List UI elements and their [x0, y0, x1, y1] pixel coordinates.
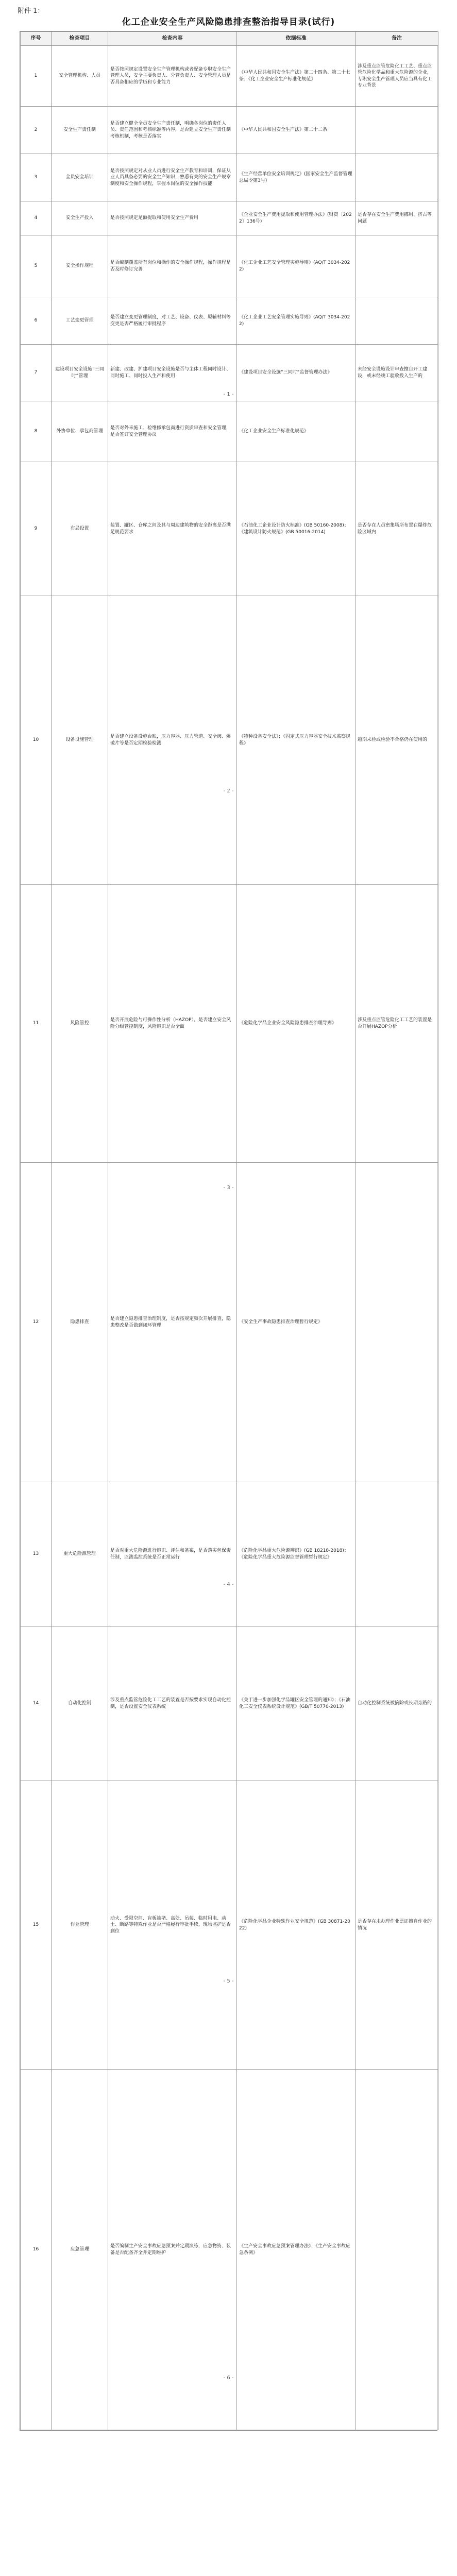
row-standard: 《关于进一步加强化学品罐区安全管理的通知》；《石油化工安全仪表系统设计规范》(GB/T 50770-2013)	[237, 1626, 356, 1781]
row-item: 安全管理机构、人员	[52, 46, 108, 107]
row-note	[356, 401, 438, 462]
row-number: 6	[21, 297, 52, 345]
row-note	[356, 107, 438, 154]
row-standard: 《特种设备安全法》；《固定式压力容器安全技术监察规程》	[237, 596, 356, 885]
table-row	[21, 201, 438, 235]
row-number: 10	[21, 596, 52, 885]
table-row	[21, 1781, 438, 2070]
row-requirement: 是否按照规定足额提取和使用安全生产费用	[108, 201, 237, 235]
row-requirement: 是否编制生产安全事故应急预案并定期演练，应急物资、装备是否配备齐全并定期维护	[108, 2070, 237, 2430]
row-item: 安全生产责任制	[52, 107, 108, 154]
row-number: 4	[21, 201, 52, 235]
row-note: 未经安全设施设计审查擅自开工建设，或未经竣工验收投入生产的	[356, 345, 438, 401]
row-standard: 《危险化学品重大危险源辨识》(GB 18218-2018)；《危险化学品重大危险源监督管理暂行规定》	[237, 1482, 356, 1626]
row-item: 安全生产投入	[52, 201, 108, 235]
row-number: 9	[21, 462, 52, 596]
row-standard: 《石油化工企业设计防火标准》(GB 50160-2008)；《建筑设计防火规范》(GB 50016-2014)	[237, 462, 356, 596]
row-item: 重大危险源管理	[52, 1482, 108, 1626]
document-title: 化工企业安全生产风险隐患排查整治指导目录(试行)	[122, 17, 335, 27]
row-number: 2	[21, 107, 52, 154]
row-requirement: 是否建立隐患排查治理制度，是否按规定频次开展排查，隐患整改是否做到闭环管理	[108, 1163, 237, 1482]
row-requirement: 是否建立变更管理制度，对工艺、设备、仪表、原辅材料等变更是否严格履行审批程序	[108, 297, 237, 345]
page-number: - 3 -	[223, 1185, 234, 1191]
row-requirement: 动火、受限空间、盲板抽堵、高处、吊装、临时用电、动土、断路等特殊作业是否严格履行审批手续，现场监护是否到位	[108, 1781, 237, 2070]
table-body	[21, 46, 438, 2430]
row-note: 是否存在人员密集场所布置在爆炸危险区域内	[356, 462, 438, 596]
row-standard: 《化工企业工艺安全管理实施导则》(AQ/T 3034-2022)	[237, 297, 356, 345]
table-row	[21, 1626, 438, 1781]
table-row	[21, 462, 438, 596]
row-item: 风险管控	[52, 885, 108, 1163]
row-item: 全员安全培训	[52, 154, 108, 201]
row-number: 3	[21, 154, 52, 201]
table-row	[21, 297, 438, 345]
row-requirement: 是否对重大危险源进行辨识、评估和备案，是否落实包保责任制，监测监控系统是否正常运行	[108, 1482, 237, 1626]
row-requirement: 是否按照规定对从业人员进行安全生产教育和培训，保证从业人员具备必要的安全生产知识，熟悉有关的安全生产规章制度和安全操作规程，掌握本岗位的安全操作技能	[108, 154, 237, 201]
row-standard: 《企业安全生产费用提取和使用管理办法》(财资〔2022〕136号)	[237, 201, 356, 235]
row-number: 14	[21, 1626, 52, 1781]
row-requirement: 是否编制覆盖所有岗位和操作的安全操作规程，操作规程是否及时修订完善	[108, 235, 237, 297]
row-item: 工艺变更管理	[52, 297, 108, 345]
row-item: 隐患排查	[52, 1163, 108, 1482]
column-header-no: 序号	[21, 32, 52, 46]
row-standard: 《化工企业安全生产标准化规范》	[237, 401, 356, 462]
row-item: 自动化控制	[52, 1626, 108, 1781]
row-standard: 《建设项目安全设施“三同时”监督管理办法》	[237, 345, 356, 401]
row-number: 12	[21, 1163, 52, 1482]
row-note: 涉及重点监管危险化工工艺、重点监管危险化学品和重大危险源的企业，专职安全生产管理人员应当具有化工专业背景	[356, 46, 438, 107]
row-item: 设备设施管理	[52, 596, 108, 885]
row-note: 涉及重点监管危险化工工艺的装置是否开展HAZOP分析	[356, 885, 438, 1163]
row-note	[356, 1163, 438, 1482]
row-number: 1	[21, 46, 52, 107]
row-number: 13	[21, 1482, 52, 1626]
column-header-note: 备注	[356, 32, 438, 46]
row-standard: 《中华人民共和国安全生产法》第二十四条、第二十七条；《化工企业安全生产标准化规范》	[237, 46, 356, 107]
page-number: - 5 -	[223, 1978, 234, 1984]
row-note	[356, 154, 438, 201]
row-item: 应急管理	[52, 2070, 108, 2430]
row-requirement: 是否开展危险与可操作性分析（HAZOP），是否建立安全风险分级管控制度，风险辨识是否全面	[108, 885, 237, 1163]
row-requirement: 是否建立设备设施台账，压力容器、压力管道、安全阀、爆破片等是否定期检验检测	[108, 596, 237, 885]
row-requirement: 是否建立健全全员安全生产责任制，明确各岗位的责任人员、责任范围和考核标准等内容，是否建立安全生产责任制考核机制，考核是否落实	[108, 107, 237, 154]
row-note: 超期未检或检验不合格仍在使用的	[356, 596, 438, 885]
row-number: 11	[21, 885, 52, 1163]
row-item: 建设项目安全设施“三同时”管理	[52, 345, 108, 401]
checklist-table-wrapper	[20, 31, 437, 2431]
page-number: - 4 -	[223, 1582, 234, 1587]
row-note	[356, 1482, 438, 1626]
page-number: - 6 -	[223, 2375, 234, 2381]
row-standard: 《危险化学品企业安全风险隐患排查治理导则》	[237, 885, 356, 1163]
row-standard: 《中华人民共和国安全生产法》第二十二条	[237, 107, 356, 154]
table-row	[21, 885, 438, 1163]
table-row	[21, 235, 438, 297]
column-header-item: 检查项目	[52, 32, 108, 46]
table-row	[21, 107, 438, 154]
table-row	[21, 46, 438, 107]
table-row	[21, 154, 438, 201]
row-note	[356, 235, 438, 297]
row-number: 15	[21, 1781, 52, 2070]
row-requirement: 装置、罐区、仓库之间及其与周边建筑物的安全距离是否满足规范要求	[108, 462, 237, 596]
row-item: 作业管理	[52, 1781, 108, 2070]
row-requirement: 是否对外来施工、检维修承包商进行资质审查和安全管理，是否签订安全管理协议	[108, 401, 237, 462]
row-note: 自动化控制系统被摘除或长期旁路的	[356, 1626, 438, 1781]
row-standard: 《安全生产事故隐患排查治理暂行规定》	[237, 1163, 356, 1482]
row-standard: 《生产经营单位安全培训规定》(国家安全生产监督管理总局令第3号)	[237, 154, 356, 201]
row-note: 是否存在未办理作业票证擅自作业的情况	[356, 1781, 438, 2070]
table-header-row	[21, 32, 438, 46]
row-item: 外协单位、承包商管理	[52, 401, 108, 462]
row-item: 布局设置	[52, 462, 108, 596]
column-header-standard: 依据标准	[237, 32, 356, 46]
table-row	[21, 1482, 438, 1626]
row-standard: 《生产安全事故应急预案管理办法》；《生产安全事故应急条例》	[237, 2070, 356, 2430]
table-row	[21, 401, 438, 462]
row-note: 是否存在安全生产费用挪用、挤占等问题	[356, 201, 438, 235]
table-row	[21, 596, 438, 885]
column-header-requirement: 检查内容	[108, 32, 237, 46]
row-number: 16	[21, 2070, 52, 2430]
row-number: 5	[21, 235, 52, 297]
attachment-label: 附件 1：	[18, 7, 44, 15]
row-requirement: 是否按照规定设置安全生产管理机构或者配备专职安全生产管理人员，安全主要负责人、分管负责人、安全管理人员是否具备相应的学历和专业能力	[108, 46, 237, 107]
row-item: 安全操作规程	[52, 235, 108, 297]
table-row	[21, 1163, 438, 1482]
row-standard: 《危险化学品企业特殊作业安全规范》(GB 30871-2022)	[237, 1781, 356, 2070]
page-number: - 1 -	[223, 392, 234, 397]
row-requirement: 新建、改建、扩建项目安全设施是否与主体工程同时设计、同时施工、同时投入生产和使用	[108, 345, 237, 401]
row-number: 8	[21, 401, 52, 462]
row-number: 7	[21, 345, 52, 401]
page-number: - 2 -	[223, 788, 234, 794]
row-requirement: 涉及重点监管危险化工工艺的装置是否按要求实现自动化控制，是否设置安全仪表系统	[108, 1626, 237, 1781]
row-standard: 《化工企业工艺安全管理实施导则》(AQ/T 3034-2022)	[237, 235, 356, 297]
row-note	[356, 297, 438, 345]
